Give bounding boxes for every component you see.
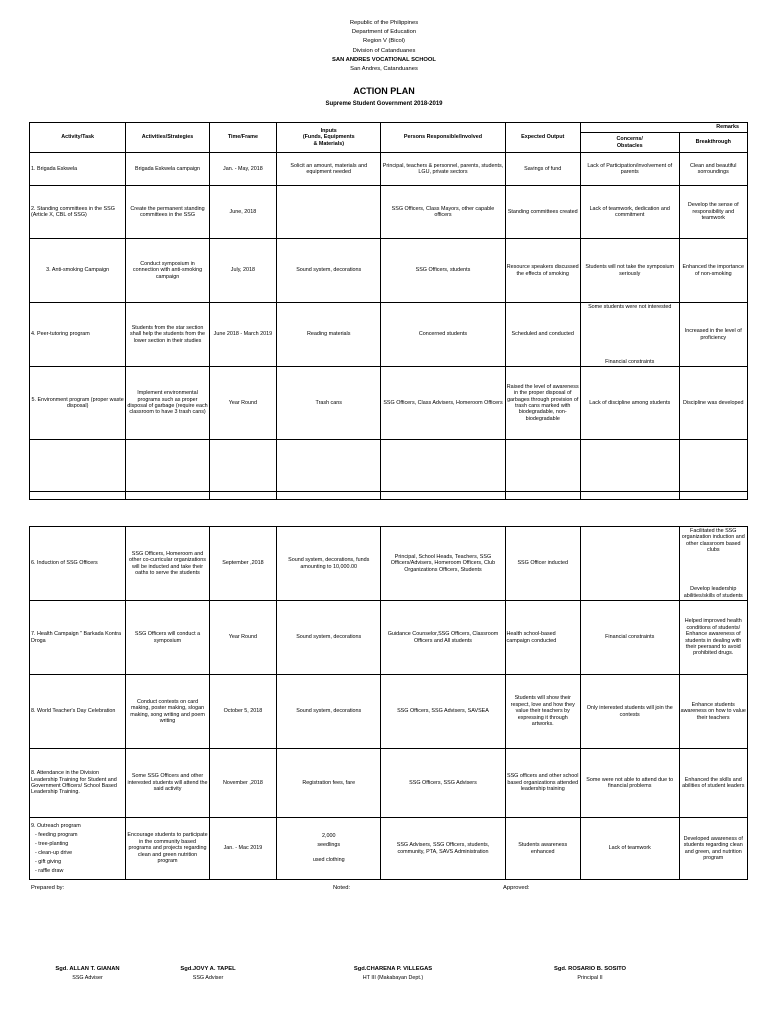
output-cell: Standing committees created [505, 186, 580, 239]
timeframe-cell: Jan. - May, 2018 [209, 153, 276, 186]
strategies-cell: SSG Officers will conduct a symposium [126, 601, 210, 675]
strategies-cell: Encourage students to participate in the community based programs and projects regarding clean and green nutrition program [126, 818, 210, 880]
outreach-title: 9. Outreach program [31, 822, 81, 829]
timeframe-cell: October 5, 2018 [209, 675, 276, 749]
table-row [30, 239, 748, 303]
table-row [30, 367, 748, 440]
output-cell: Students awareness enhanced [505, 818, 580, 880]
col-concerns-title: Concerns/ [616, 136, 643, 143]
signatory [40, 966, 135, 981]
activity-cell [30, 818, 126, 880]
strategies-cell: Students from the star section shall help the students from the lower section in their studies [126, 303, 210, 367]
activity-cell: 1. Brigada Eskwela [30, 153, 126, 186]
breakthrough-cell: Increased in the level of proficiency [679, 303, 747, 367]
strategies-cell: Some SSG Officers and other interested students will attend the said activity [126, 749, 210, 818]
table-blank-row-end [30, 492, 748, 500]
outreach-item: - raffle draw [35, 867, 64, 874]
strategies-cell: Conduct symposium in connection with anti-smoking campaign [126, 239, 210, 303]
document-header [0, 19, 768, 74]
breakthrough-split [681, 528, 746, 599]
output-cell: Health school-based campaign conducted [505, 601, 580, 675]
output-cell: Scheduled and conducted [505, 303, 580, 367]
breakthrough-cell: Enhanced the skills and abilities of student leaders [679, 749, 747, 818]
signatory [535, 966, 645, 981]
breakthrough-line-1: Facilitated the SSG organization induction and other classroom based clubs [681, 528, 745, 554]
col-strategies: Activities/Strategies [126, 123, 210, 153]
persons-cell: SSG Officers, Class Mayors, other capable officers [381, 186, 505, 239]
col-inputs-sub2: & Materials) [313, 140, 344, 147]
signatory-role: SSG Adviser [72, 975, 103, 981]
table-blank-row [30, 440, 748, 492]
action-plan-table-1 [29, 122, 748, 500]
timeframe-cell: July, 2018 [209, 239, 276, 303]
page-subtitle: Supreme Student Government 2018-2019 [325, 101, 443, 107]
inputs-cell: Sound system, decorations [277, 601, 381, 675]
concerns-cell: Students will not take the symposium seriously [580, 239, 679, 303]
persons-cell: Guidance Counselor,SSG Officers, Classroom Officers and All students [381, 601, 505, 675]
activity-cell: 5. Environment program (proper waste disposal) [30, 367, 126, 440]
persons-cell: SSG Advisers, SSG Officers, students, community, PTA, SAVS Administration [381, 818, 505, 880]
concerns-cell: Only interested students will join the contests [580, 675, 679, 749]
activity-cell: 8. World Teacher's Day Celebration [30, 675, 126, 749]
timeframe-cell: June 2018 - March 2019 [209, 303, 276, 367]
activity-cell: 3. Anti-smoking Campaign [30, 239, 126, 303]
persons-cell: SSG Officers, students [381, 239, 505, 303]
breakthrough-line-2: Develop leadership abilities/skills of students [683, 586, 743, 599]
activity-cell: 4. Peer-tutoring program [30, 303, 126, 367]
signatory-name: Sgd. ROSARIO B. SOSITO [553, 966, 627, 972]
school-place: San Andres, Catanduanes [350, 66, 418, 73]
inputs-line: 2,000 [321, 833, 336, 839]
strategies-cell: Implement environmental programs such as proper disposal of garbage (require each classroom to have 3 trash cans) [126, 367, 210, 440]
col-activity: Activity/Task [30, 123, 126, 153]
inputs-cell [277, 818, 381, 880]
header-line-1: Republic of the Philippines [349, 20, 419, 26]
inputs-line: seedlings [317, 842, 341, 848]
concerns-cell [580, 527, 679, 601]
concerns-cell: Some were not able to attend due to financial problems [580, 749, 679, 818]
timeframe-cell: Year Round [209, 367, 276, 440]
signatory-role: HT III (Makabayan Dept.) [362, 975, 424, 981]
concerns-cell: Lack of teamwork [580, 818, 679, 880]
breakthrough-cell [679, 527, 747, 601]
output-cell: Resource speakers discussed the effects of smoking [505, 239, 580, 303]
persons-cell: SSG Officers, Class Advisers, Homeroom Officers [381, 367, 505, 440]
action-plan-table-2 [29, 526, 748, 880]
col-obstacles-title: Obstacles [616, 142, 643, 149]
table-row [30, 527, 748, 601]
output-cell: SSG Officer inducted [505, 527, 580, 601]
concerns-cell: Lack of Participation/involvement of parents [580, 153, 679, 186]
breakthrough-cell: Enhance students awareness on how to value their teachers [679, 675, 747, 749]
table-row [30, 749, 748, 818]
col-inputs-title: Inputs [320, 127, 337, 134]
timeframe-cell: September ,2018 [209, 527, 276, 601]
concerns-cell: Financial constraints [580, 601, 679, 675]
strategies-cell: Create the permanent standing committees in the SSG [126, 186, 210, 239]
breakthrough-cell: Helped improved health conditions of students/ Enhance awareness of students in dealing with their peersand to avoid prohibited drugs. [679, 601, 747, 675]
timeframe-cell: November ,2018 [209, 749, 276, 818]
persons-cell: Principal, School Heads, Teachers, SSG Officers/Advisers, Homeroom Officers, Club Organizations Officers, Students [381, 527, 505, 601]
page-title: ACTION PLAN [353, 86, 415, 96]
activity-cell: 8. Attendance in the Division Leadership Training for Student and Government Officers/ School Based Leadership Training. [30, 749, 126, 818]
inputs-cell: Trash cans [277, 367, 381, 440]
noted-label: Noted: [333, 885, 351, 891]
table-row [30, 818, 748, 880]
signatory [338, 966, 448, 981]
col-persons: Persons Responsible/Involved [381, 123, 505, 153]
signatory-name: Sgd. ALLAN T. GIANAN [55, 966, 120, 972]
table-row [30, 303, 748, 367]
strategies-cell: Conduct contests on card making, poster making, slogan making, song writing and poem writing [126, 675, 210, 749]
activity-cell: 7. Health Campaign " Barkada Kontra Droga [30, 601, 126, 675]
concerns-cell [580, 303, 679, 367]
header-line-2: Department of Education [351, 29, 417, 36]
concerns-cell: Lack of teamwork, dedication and commitment [580, 186, 679, 239]
breakthrough-cell: Discipline was developed [679, 367, 747, 440]
signatory-name: Sgd.JOVY A. TAPEL [180, 966, 236, 972]
output-cell: Raised the level of awareness in the proper disposal of garbages through provision of trash cans marked with biodegradable, non-biodegradable [505, 367, 580, 440]
table-row [30, 675, 748, 749]
col-output: Expected Output [505, 123, 580, 153]
timeframe-cell: June, 2018 [209, 186, 276, 239]
col-concerns [580, 133, 679, 153]
table-row [30, 601, 748, 675]
signatory-role: SSG Adviser [192, 975, 224, 981]
strategies-cell: Brigada Eskwela campaign [126, 153, 210, 186]
inputs-cell: Sound system, decorations, funds amounting to 10,000.00 [277, 527, 381, 601]
persons-cell: SSG Officers, SSG Advisers [381, 749, 505, 818]
breakthrough-cell: Developed awareness of students regarding clean and green, and nutrition program [679, 818, 747, 880]
col-timeframe: Time/Frame [209, 123, 276, 153]
output-cell: SSG officers and other school based organizations attended leadership training [505, 749, 580, 818]
persons-cell: SSG Officers, SSG Advisers, SAVSEA [381, 675, 505, 749]
output-cell: Savings of fund [505, 153, 580, 186]
header-line-4: Division of Catanduanes [352, 47, 416, 54]
col-inputs-sub: (Funds, Equipments [302, 134, 355, 141]
col-remarks: Remarks [580, 123, 747, 133]
inputs-cell [277, 186, 381, 239]
activity-cell: 6. Induction of SSG Officers [30, 527, 126, 601]
breakthrough-cell: Clean and beautiful sorroundings [679, 153, 747, 186]
table-row [30, 186, 748, 239]
signatory-role: Principal II [577, 975, 603, 981]
inputs-cell: Reading materials [277, 303, 381, 367]
timeframe-cell: Year Round [209, 601, 276, 675]
breakthrough-cell: Develop the sense of responsibility and teamwork [679, 186, 747, 239]
prepared-by-label: Prepared by: [31, 885, 65, 891]
concerns-line-1: Some students were not interested [588, 304, 672, 310]
strategies-cell: SSG Officers, Homeroom and other co-curricular organizations will be inducted and take their oaths to serve the students [126, 527, 210, 601]
header-line-3: Region V (Bicol) [363, 38, 405, 45]
inputs-cell: Solicit an amount, materials and equipment needed [277, 153, 381, 186]
col-breakthrough: Breakthrough [679, 133, 747, 153]
output-cell: Students will show their respect, love and how they value their teachers by expressing it through artworks. [505, 675, 580, 749]
signatory-name: Sgd.CHARENA P. VILLEGAS [353, 966, 433, 972]
inputs-cell: Registration fees, fare [277, 749, 381, 818]
approved-label: Approved: [503, 885, 530, 891]
activity-cell: 2. Standing committees in the SSG (Article X, CBL of SSG) [30, 186, 126, 239]
concerns-cell: Lack of discipline among students [580, 367, 679, 440]
outreach-item: - feeding program [35, 831, 78, 838]
outreach-item: - tree-planting [35, 840, 69, 847]
persons-cell: Principal, teachers & personnel, parents, students, LGU, private sectors [381, 153, 505, 186]
inputs-cell: Sound system, decorations [277, 239, 381, 303]
breakthrough-cell: Enhanced the importance of non-smoking [679, 239, 747, 303]
timeframe-cell: Jan. - Mac 2019 [209, 818, 276, 880]
signatory [163, 966, 253, 981]
outreach-item: - gift giving [35, 858, 62, 865]
concerns-split [582, 304, 678, 365]
inputs-line: used clothing [312, 857, 345, 863]
concerns-line-2: Financial constraints [605, 358, 655, 365]
inputs-cell: Sound system, decorations [277, 675, 381, 749]
outreach-item: - clean-up drive [35, 849, 73, 856]
table-row [30, 153, 748, 186]
persons-cell: Concerned students [381, 303, 505, 367]
school-name: SAN ANDRES VOCATIONAL SCHOOL [332, 56, 436, 63]
col-inputs [277, 123, 381, 153]
